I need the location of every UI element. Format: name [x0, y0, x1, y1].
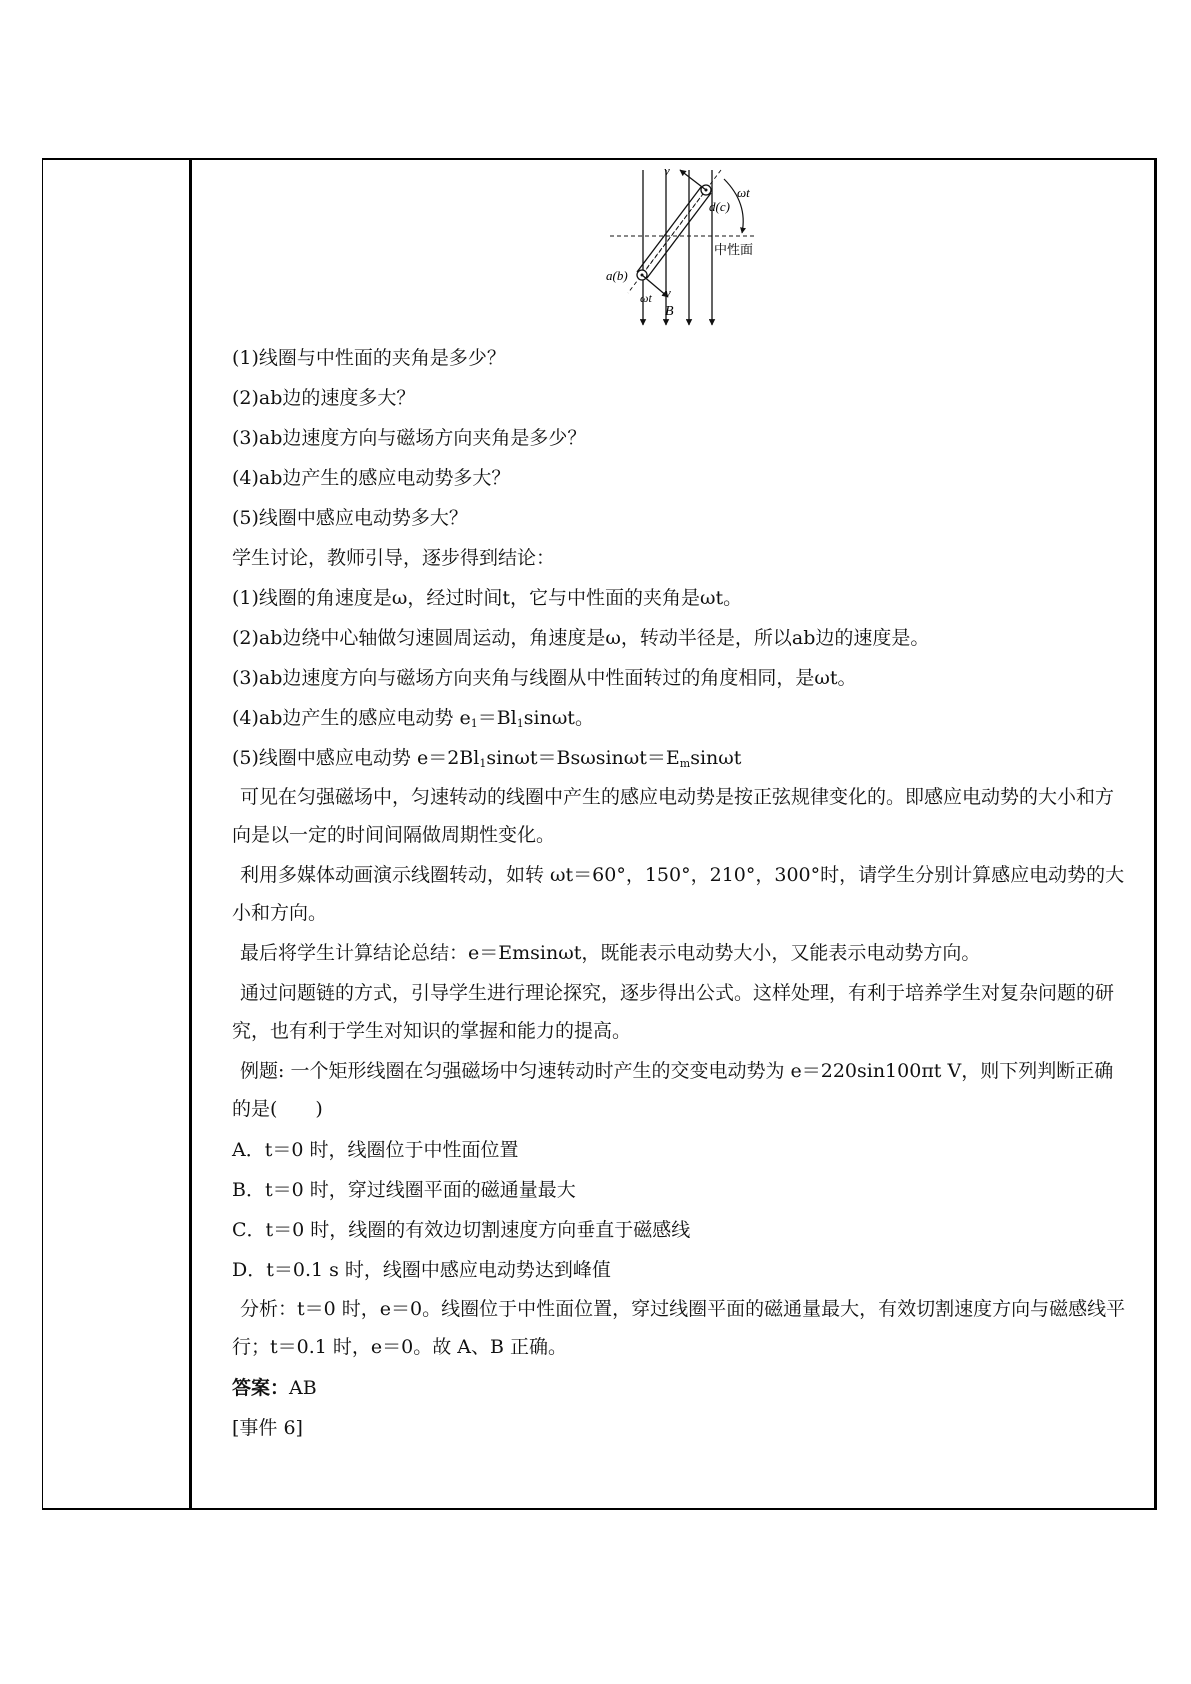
paragraph-summary: 最后将学生计算结论总结：e＝Emsinωt，既能表示电动势大小，又能表示电动势方向。: [240, 942, 981, 964]
label-omega-t-bottom: ωt: [640, 291, 652, 305]
paragraph-question-chain: 通过问题链的方式，引导学生进行理论探究，逐步得出公式。这样处理，有利于培养学生对复杂问题的研究，也有利于学生对知识的掌握和能力的提高。: [232, 982, 1115, 1042]
label-ab: a(b): [606, 268, 628, 283]
answer-1: (1)线圈的角速度是ω，经过时间t，它与中性面的夹角是ωt。: [232, 587, 743, 609]
event-label: [事件 6]: [232, 1417, 303, 1439]
lesson-content: [232, 338, 1132, 1448]
table-right-border: [1154, 158, 1157, 1510]
answer-value: AB: [289, 1377, 317, 1399]
paragraph-animation: 利用多媒体动画演示线圈转动，如转 ωt＝60°，150°，210°，300°时，请学生分别计算感应电动势的大小和方向。: [232, 864, 1125, 924]
lesson-table: [42, 158, 1157, 1510]
example-question: 例题: 一个矩形线圈在匀强磁场中匀速转动时产生的交变电动势为 e＝220sin100πt V，则下列判断正确的是( ): [232, 1060, 1114, 1120]
label-omega-t-top: ωt: [737, 185, 750, 200]
velocity-top-arrow: [680, 170, 706, 190]
question-4: (4)ab边产生的感应电动势多大？: [232, 467, 511, 489]
label-dc: d(c): [709, 199, 730, 214]
paragraph-sine-law: 可见在匀强磁场中，匀速转动的线圈中产生的感应电动势是按正弦规律变化的。即感应电动势的大小和方向是以一定的时间间隔做周期性变化。: [232, 786, 1115, 846]
coil-diagram: [598, 165, 768, 335]
discussion-line: 学生讨论，教师引导，逐步得到结论：: [232, 547, 556, 569]
answer-3: (3)ab边速度方向与磁场方向夹角与线圈从中性面转过的角度相同，是ωt。: [232, 667, 857, 689]
table-left-cell: [42, 158, 189, 1510]
option-a: A．t＝0 时，线圈位于中性面位置: [232, 1139, 519, 1161]
answer-4: (4)ab边产生的感应电动势 $e_1=Bl_1\sin\omega t$。: [232, 707, 594, 730]
label-v-bottom: v: [665, 285, 671, 300]
analysis-paragraph: 分析：t＝0 时，e＝0。线圈位于中性面位置，穿过线圈平面的磁通量最大，有效切割速度方向与磁感线平行；t＝0.1 时，e＝0。故 A、B 正确。: [232, 1298, 1126, 1358]
question-1: (1)线圈与中性面的夹角是多少？: [232, 347, 506, 369]
option-c: C．t＝0 时，线圈的有效边切割速度方向垂直于磁感线: [232, 1219, 691, 1241]
answer-label: 答案：: [232, 1377, 290, 1399]
question-5: (5)线圈中感应电动势多大？: [232, 507, 468, 529]
label-v-top: v: [664, 165, 670, 178]
table-content-cell: [192, 158, 1154, 1510]
answer-line: [232, 1368, 1132, 1408]
question-3: (3)ab边速度方向与磁场方向夹角是多少？: [232, 427, 587, 449]
answer-5: (5)线圈中感应电动势 $e=2Bl_1\sin\omega t=Bs\omega\sin\omega t=E_m\sin\omega t$: [232, 747, 742, 770]
answer-2: (2)ab边绕中心轴做匀速圆周运动，角速度是ω，转动半径是，所以ab边的速度是。: [232, 627, 930, 649]
label-neutral-plane: 中性面: [714, 243, 754, 258]
label-B: B: [665, 304, 674, 319]
coil-rotation-figure: [192, 158, 1154, 338]
option-b: B．t＝0 时，穿过线圈平面的磁通量最大: [232, 1179, 576, 1201]
question-2: (2)ab边的速度多大？: [232, 387, 416, 409]
option-d: D．t＝0.1 s 时，线圈中感应电动势达到峰值: [232, 1259, 611, 1281]
